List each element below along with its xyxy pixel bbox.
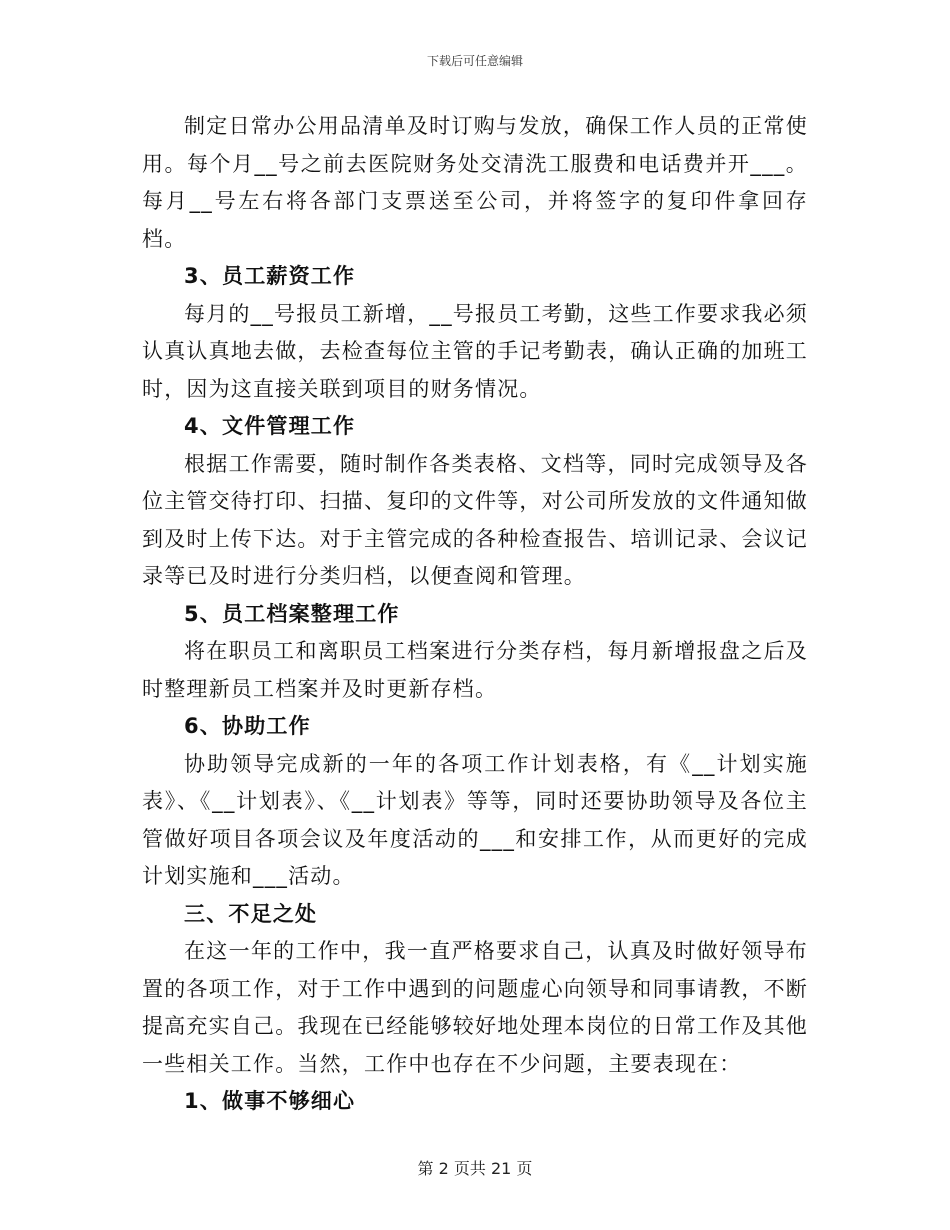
paragraph-assistance-work: 协助领导完成新的一年的各项工作计划表格，有《__计划实施表》、《__计划表》、《__计划表》等等，同时还要协助领导及各位主管做好项目各项会议及年度活动的___和安排工作，从而更好的完成计划实施和___活动。 [142,751,808,888]
paragraph-salary-work: 每月的__号报员工新增，__号报员工考勤，这些工作要求我必须认真认真地去做，去检查每位主管的手记考勤表，确认正确的加班工时，因为这直接关联到项目的财务情况。 [142,301,808,401]
page-header-note: 下载后可任意编辑 [426,54,523,68]
paragraph-shortcomings: 在这一年的工作中，我一直严格要求自己，认真及时做好领导布置的各项工作，对于工作中遇到的问题虚心向领导和同事请教，不断提高充实自己。我现在已经能够较好地处理本岗位的日常工作及其他一些相关工作。当然，工作中也存在不少问题，主要表现在： [142,939,808,1076]
heading-file-management: 4、文件管理工作 [184,414,356,438]
paragraph-employee-records: 将在职员工和离职员工档案进行分类存档，每月新增报盘之后及时整理新员工档案并及时更新存档。 [142,639,808,701]
paragraph-office-supplies: 制定日常办公用品清单及时订购与发放，确保工作人员的正常使用。每个月__号之前去医院财务处交清洗工服费和电话费并开___。每月__号左右将各部门支票送至公司，并将签字的复印件拿回存档。 [142,114,808,251]
page-number: 第 2 页共 21 页 [417,1159,533,1178]
document-body [142,108,808,1121]
heading-salary-work: 3、员工薪资工作 [184,264,356,288]
paragraph-file-management: 根据工作需要，随时制作各类表格、文档等，同时完成领导及各位主管交待打印、扫描、复印的文件等，对公司所发放的文件通知做到及时上传下达。对于主管完成的各种检查报告、培训记录、会议记录等已及时进行分类归档，以便查阅和管理。 [142,451,808,588]
heading-assistance-work: 6、协助工作 [184,714,311,738]
heading-not-careful-enough: 1、做事不够细心 [184,1089,356,1113]
heading-shortcomings: 三、不足之处 [184,901,318,926]
heading-employee-records: 5、员工档案整理工作 [184,601,400,626]
